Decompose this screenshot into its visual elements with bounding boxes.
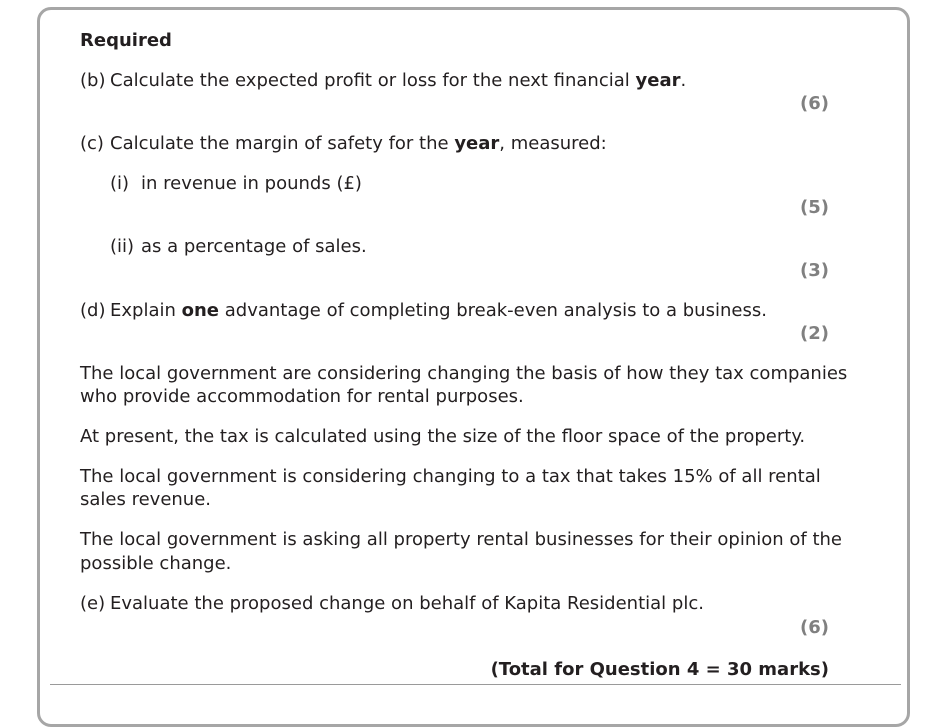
question-e-label: (e) (80, 593, 106, 614)
question-b-end: . (680, 70, 687, 91)
question-c-ii-label: (ii) (110, 236, 135, 257)
question-c-ii (110, 235, 367, 259)
question-e-text: Evaluate the proposed change on behalf of Kapita Residential plc. (110, 593, 704, 614)
question-e (80, 592, 704, 616)
question-c-label: (c) (80, 133, 104, 154)
paragraph-1-line-2: who provide accommodation for rental purposes. (80, 386, 524, 407)
paragraph-4-line-2: possible change. (80, 553, 232, 574)
question-c-i (110, 172, 362, 196)
question-e-marks: (6) (800, 617, 829, 638)
question-b-label: (b) (80, 70, 106, 91)
question-c-i-label: (i) (110, 173, 130, 194)
question-c-text: Calculate the margin of safety for the (110, 133, 455, 154)
divider (50, 684, 901, 685)
question-d-marks: (2) (800, 323, 829, 344)
paragraph-4-line-1: The local government is asking all property rental businesses for their opinion of the (80, 529, 842, 550)
required-heading: Required (80, 30, 172, 51)
question-c-i-marks: (5) (800, 197, 829, 218)
question-c-ii-marks: (3) (800, 260, 829, 281)
question-b (80, 69, 686, 93)
question-d (80, 299, 767, 323)
total-marks: (Total for Question 4 = 30 marks) (490, 659, 829, 680)
question-c-i-text: in revenue in pounds (£) (141, 173, 362, 194)
paragraph-3-line-2: sales revenue. (80, 489, 212, 510)
question-c-end: , measured: (499, 133, 607, 154)
paragraph-2: At present, the tax is calculated using the size of the floor space of the property. (80, 426, 806, 447)
question-b-text: Calculate the expected profit or loss for the next financial (110, 70, 636, 91)
question-d-end: advantage of completing break-even analysis to a business. (219, 300, 767, 321)
question-b-bold: year (635, 70, 681, 91)
question-b-marks: (6) (800, 93, 829, 114)
question-c-ii-text: as a percentage of sales. (141, 236, 367, 257)
question-c-bold: year (454, 133, 500, 154)
paragraph-3-line-1: The local government is considering changing to a tax that takes 15% of all rental (80, 466, 821, 487)
question-c (80, 132, 607, 156)
question-d-bold: one (181, 300, 220, 321)
paragraph-1-line-1: The local government are considering changing the basis of how they tax companies (80, 363, 848, 384)
question-d-text: Explain (110, 300, 182, 321)
question-d-label: (d) (80, 300, 106, 321)
